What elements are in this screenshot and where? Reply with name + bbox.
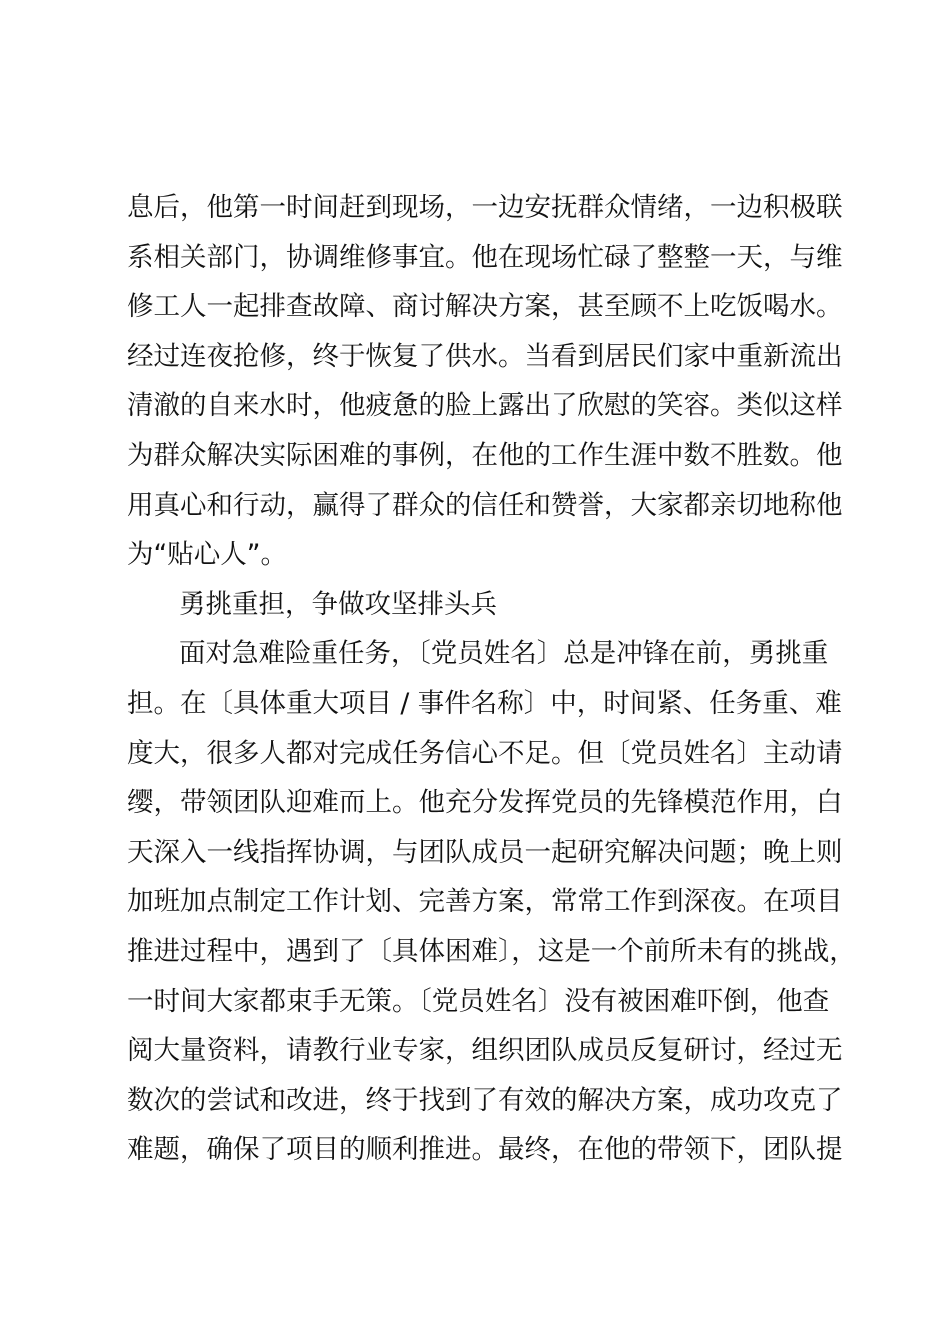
text-line: 加班加点制定工作计划、完善方案，常常工作到深夜。在项目 bbox=[127, 886, 843, 918]
text-line: 经过连夜抢修，终于恢复了供水。当看到居民们家中重新流出 bbox=[127, 340, 843, 372]
text-line: 系相关部门，协调维修事宜。他在现场忙碌了整整一天，与维 bbox=[127, 241, 843, 273]
text-line: 天深入一线指挥协调，与团队成员一起研究解决问题；晚上则 bbox=[127, 836, 843, 868]
text-line: 面对急难险重任务，〔党员姓名〕总是冲锋在前，勇挑重 bbox=[179, 638, 829, 670]
text-line: 数次的尝试和改进，终于找到了有效的解决方案，成功攻克了 bbox=[127, 1084, 843, 1116]
paragraph-service bbox=[127, 183, 843, 580]
text-line: 推进过程中，遇到了〔具体困难〕，这是一个前所未有的挑战， bbox=[127, 935, 856, 967]
text-line: 度大，很多人都对完成任务信心不足。但〔党员姓名〕主动请 bbox=[127, 737, 843, 769]
document-body bbox=[127, 183, 856, 1175]
text-line: 为“贴心人”。 bbox=[127, 539, 287, 571]
text-line: 用真心和行动，赢得了群众的信任和赞誉，大家都亲切地称他 bbox=[127, 489, 843, 521]
text-line: 一时间大家都束手无策。〔党员姓名〕没有被困难吓倒，他查 bbox=[127, 985, 830, 1017]
text-line: 阅大量资料，请教行业专家，组织团队成员反复研讨，经过无 bbox=[127, 1035, 843, 1067]
text-line: 难题，确保了项目的顺利推进。最终，在他的带领下，团队提 bbox=[127, 1134, 843, 1166]
text-line: 息后，他第一时间赶到现场，一边安抚群众情绪，一边积极联 bbox=[127, 192, 843, 223]
text-line: 清澈的自来水时，他疲惫的脸上露出了欣慰的笑容。类似这样 bbox=[127, 390, 843, 422]
paragraph-burden bbox=[127, 629, 856, 1175]
text-line: 为群众解决实际困难的事例，在他的工作生涯中数不胜数。他 bbox=[127, 439, 843, 471]
section-heading: 勇挑重担，争做攻坚排头兵 bbox=[179, 588, 497, 620]
text-line: 修工人一起排查故障、商讨解决方案，甚至顾不上吃饭喝水。 bbox=[127, 291, 843, 323]
text-line: 缨，带领团队迎难而上。他充分发挥党员的先锋模范作用，白 bbox=[127, 787, 843, 819]
text-line: 担。在〔具体重大项目 / 事件名称〕中，时间紧、任务重、难 bbox=[127, 687, 842, 719]
